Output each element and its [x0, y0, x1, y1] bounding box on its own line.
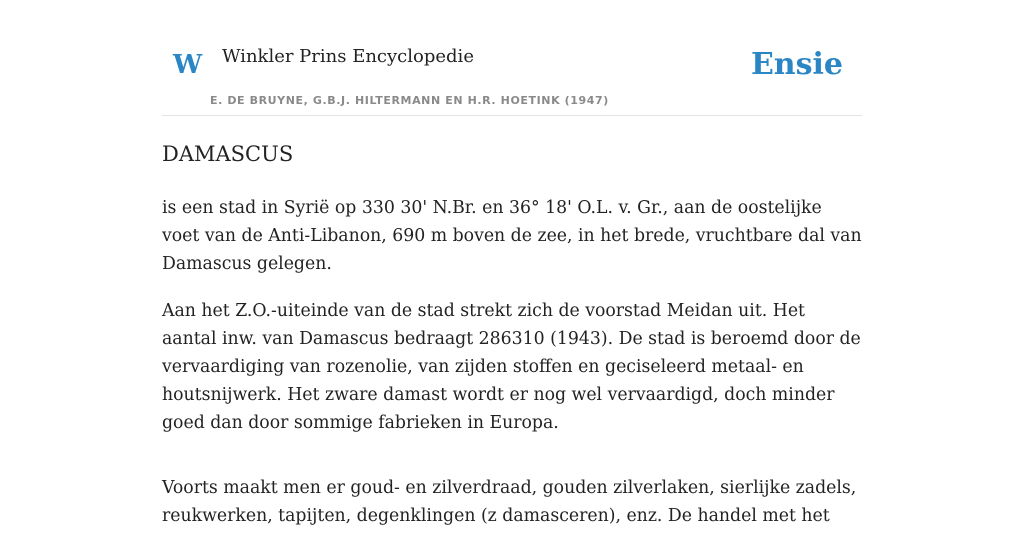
- article-paragraph: Aan het Z.O.-uiteinde van de stad strekt zich de voorstad Meidan uit. Het aantal inw. van Damascus bedraagt 286310 (1943). De stad is beroemd door de vervaardiging van rozenolie, van zijden stoffen en geciseleerd metaal- en houtsnijwerk. Het zware damast wordt er nog wel vervaardigd, doch minder goed dan door sommige fabrieken in Europa.: [162, 301, 861, 433]
- article: [162, 138, 862, 549]
- article-title: DAMASCUS: [162, 142, 294, 166]
- winkler-prins-logo[interactable]: W: [173, 50, 203, 80]
- article-paragraph: is een stad in Syrië op 330 30' N.Br. en 36° 18' O.L. v. Gr., aan de oostelijke voet van de Anti-Libanon, 690 m boven de zee, in het brede, vruchtbare dal van Damascus gelegen.: [162, 198, 862, 274]
- encyclopedia-authors: E. DE BRUYNE, G.B.J. HILTERMANN EN H.R. HOETINK (1947): [210, 94, 609, 107]
- encyclopedia-title[interactable]: Winkler Prins Encyclopedie: [222, 46, 474, 67]
- article-paragraph: Voorts maakt men er goud- en zilverdraad, gouden zilverlaken, sierlijke zadels, reukwerken, tapijten, degenklingen (z damasceren), enz. De handel met het: [162, 478, 857, 526]
- site-header: [162, 30, 862, 116]
- ensie-logo[interactable]: Ensie: [750, 47, 843, 82]
